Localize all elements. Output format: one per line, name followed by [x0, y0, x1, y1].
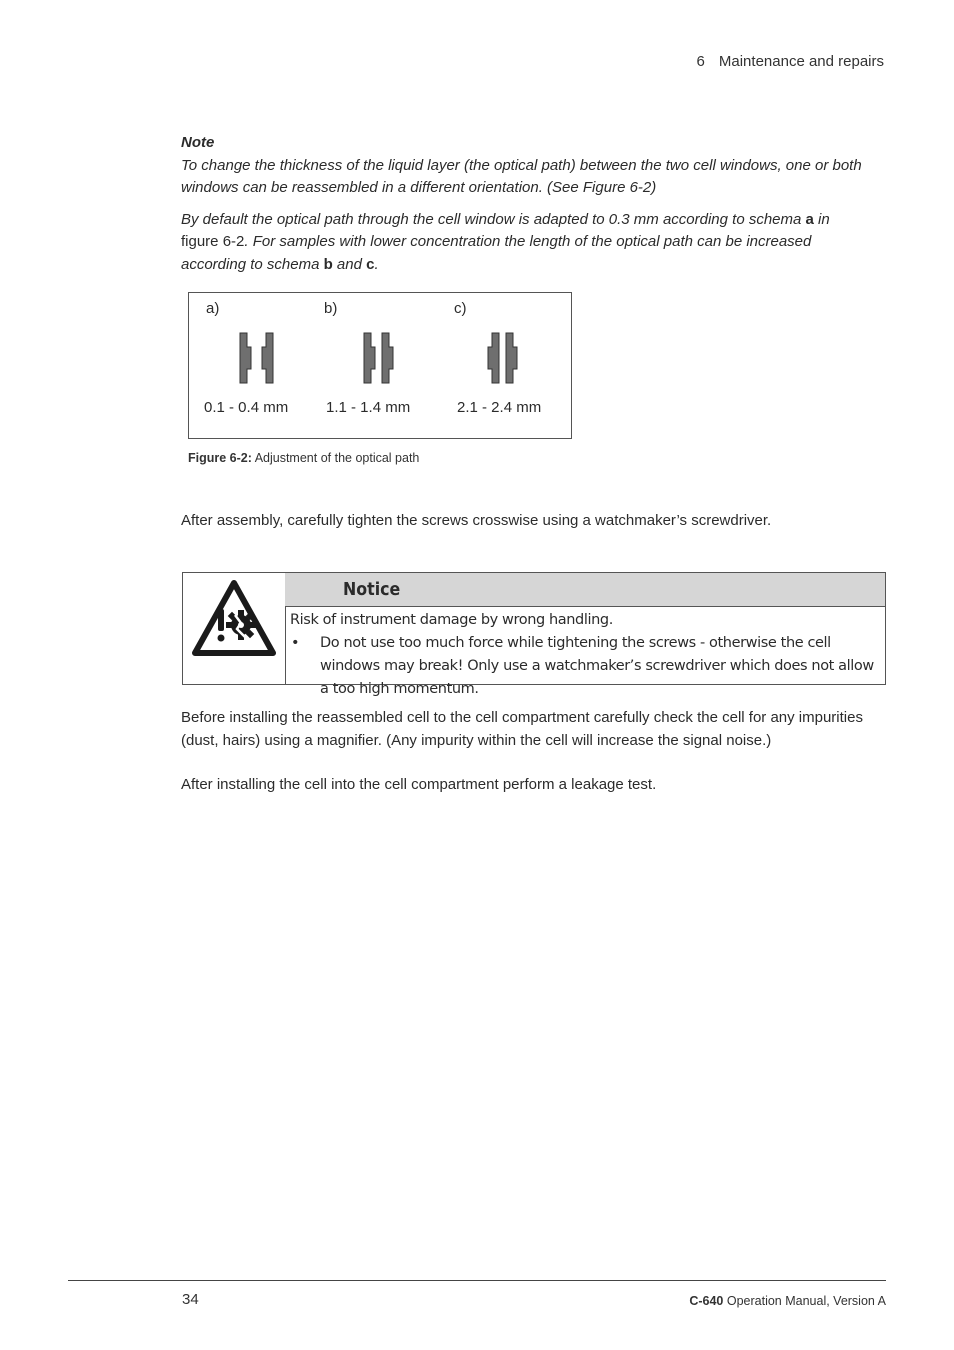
figure-reference: figure 6-2 — [181, 233, 245, 250]
footer-model: C-640 — [689, 1294, 724, 1308]
cell-windows-a-icon — [238, 331, 278, 385]
cell-windows-c-icon — [483, 331, 527, 385]
footer-divider — [68, 1280, 886, 1281]
before-install-paragraph: Before installing the reassembled cell to the cell compartment carefully check the cell for any impurities (dust, hairs) using a magnifier. (Any impurity within the cell will increase the signal noise.) — [181, 709, 863, 749]
figure-range-c: 2.1 - 2.4 mm — [457, 399, 542, 416]
note-para2-in: in — [813, 210, 830, 228]
cell-windows-b-icon — [362, 331, 402, 385]
notice-bullet-text: Do not use too much force while tightening the screws - otherwise the cell windows may break! Only use a watchmaker’s screwdriver which does not allow a too high momentum. — [320, 635, 874, 697]
warning-damage-icon — [191, 579, 277, 659]
chapter-title: Maintenance and repairs — [718, 53, 884, 70]
note-para2-end: . — [374, 255, 379, 273]
notice-header — [285, 573, 885, 607]
note-block — [181, 132, 871, 276]
notice-box — [182, 572, 886, 697]
notice-bullet-item — [290, 632, 879, 701]
note-default-path-paragraph — [181, 209, 871, 277]
chapter-header — [697, 53, 884, 70]
page-number: 34 — [182, 1291, 199, 1308]
chapter-number: 6 — [696, 53, 705, 70]
figure-caption-text: Adjustment of the optical path — [251, 451, 420, 465]
figure-letter-b: b) — [324, 300, 338, 317]
figure-caption-label: Figure 6-2: — [188, 451, 252, 465]
note-title: Note — [181, 134, 215, 151]
footer-doc-title: Operation Manual, Version A — [723, 1294, 886, 1308]
note-para2-text-2: . For samples with lower concentration the length of the optical path can be increased according to schema — [181, 233, 812, 273]
figure-range-a: 0.1 - 0.4 mm — [204, 399, 289, 416]
figure-range-b: 1.1 - 1.4 mm — [326, 399, 411, 416]
figure-column-a — [189, 293, 299, 440]
figure-letter-c: c) — [454, 300, 467, 317]
figure-column-c — [449, 293, 559, 440]
figure-column-b — [319, 293, 429, 440]
notice-risk-text: Risk of instrument damage by wrong handling. — [290, 612, 613, 628]
schema-c-label: c — [366, 255, 375, 273]
notice-icon-cell — [183, 573, 286, 684]
assembly-paragraph: After assembly, carefully tighten the screws crosswise using a watchmaker’s screwdriver. — [181, 512, 772, 529]
bullet-marker: • — [291, 635, 300, 651]
notice-title: Notice — [343, 579, 401, 600]
after-install-paragraph: After installing the cell into the cell compartment perform a leakage test. — [181, 776, 657, 793]
note-para2-text: By default the optical path through the cell window is adapted to 0.3 mm according to schema — [181, 210, 806, 228]
notice-content — [290, 609, 879, 701]
figure-caption — [188, 451, 419, 465]
footer-document-title — [689, 1294, 886, 1308]
note-body: To change the thickness of the liquid layer (the optical path) between the two cell windows, one or both windows can be reassembled in a different orientation. (See Figure 6-2) — [181, 156, 862, 196]
schema-b-label: b — [323, 255, 333, 273]
schema-a-label: a — [805, 210, 814, 228]
note-para2-and: and — [332, 255, 367, 273]
figure-letter-a: a) — [206, 300, 220, 317]
optical-path-figure — [188, 292, 572, 439]
